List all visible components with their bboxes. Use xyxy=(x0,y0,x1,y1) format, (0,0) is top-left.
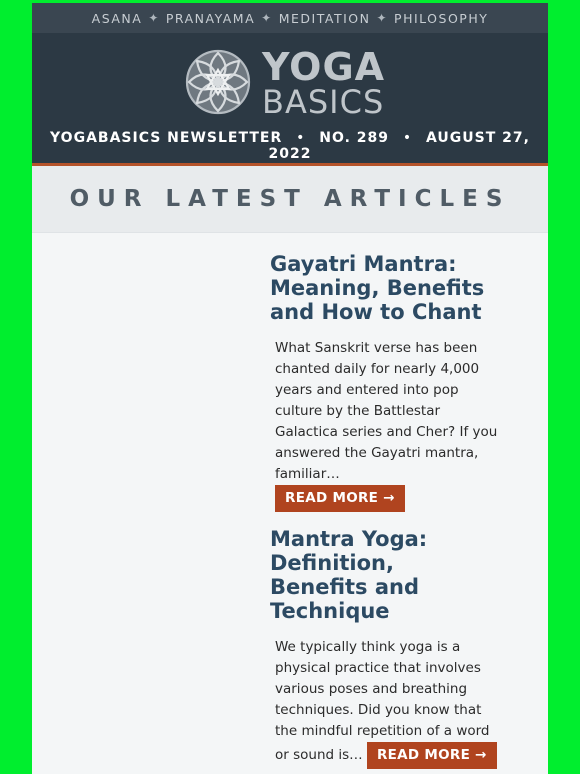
nav-item-asana[interactable]: ASANA xyxy=(91,10,143,26)
logo-wordmark-yoga: YOGA xyxy=(262,45,386,89)
article-title[interactable]: Mantra Yoga: Definition, Benefits and Technique xyxy=(270,527,428,623)
nav-item-meditation[interactable]: MEDITATION xyxy=(278,10,371,26)
star-separator-icon: ✦ xyxy=(261,11,273,25)
article-title[interactable]: Gayatri Mantra: Meaning, Benefits and How to Chant xyxy=(270,252,485,324)
logo-wordmark-basics: BASICS xyxy=(262,83,385,121)
bullet-separator: • xyxy=(402,130,413,146)
article-excerpt xyxy=(275,637,498,769)
article-card xyxy=(270,252,498,512)
read-more-button[interactable]: READ MORE → xyxy=(367,742,497,769)
top-nav xyxy=(32,3,548,33)
newsletter-issue-line xyxy=(32,130,548,162)
newsletter-name: YOGABASICS NEWSLETTER xyxy=(50,130,283,146)
article-excerpt-text: What Sanskrit verse has been chanted daily for nearly 4,000 years and entered into pop culture by the Battlestar Galactica series and Cher? If you answered the Gayatri mantra, familiar… xyxy=(275,340,498,482)
article-card xyxy=(270,527,498,769)
star-separator-icon: ✦ xyxy=(148,11,160,25)
section-title: OUR LATEST ARTICLES xyxy=(32,166,548,233)
issue-date: AUGUST 27, 2022 xyxy=(268,130,530,162)
nav-item-pranayama[interactable]: PRANAYAMA xyxy=(165,10,256,26)
star-separator-icon: ✦ xyxy=(376,11,389,25)
article-excerpt xyxy=(275,338,498,512)
issue-number: NO. 289 xyxy=(319,130,389,146)
yogabasics-logo[interactable] xyxy=(182,45,398,121)
header xyxy=(32,33,548,166)
mandala-logo-icon xyxy=(182,47,254,117)
read-more-button[interactable]: READ MORE → xyxy=(275,485,405,512)
newsletter-frame xyxy=(32,3,548,774)
bullet-separator: • xyxy=(296,130,306,146)
article-excerpt-text: We typically think yoga is a physical practice that involves various poses and breathing techniques. Did you know that the mindful repetition of a word or sound is… xyxy=(275,639,490,763)
nav-item-philosophy[interactable]: PHILOSOPHY xyxy=(394,10,489,26)
